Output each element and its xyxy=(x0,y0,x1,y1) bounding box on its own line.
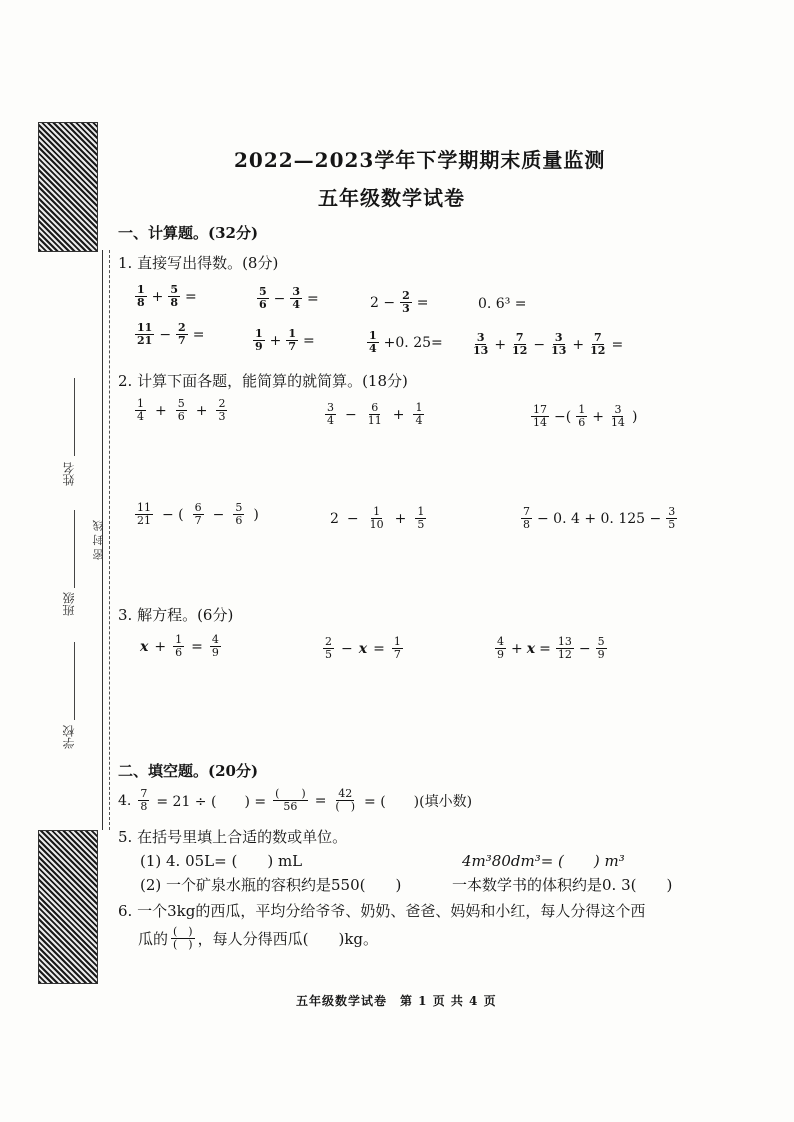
q2-expr-3: 17 14 −( 1 6 + $\frac{3}{14}$ ) xyxy=(533,403,638,429)
q3-title: 3. 解方程。(6分) xyxy=(118,606,234,624)
q1-item-3: 2 − $\frac{2}{3}$ = xyxy=(370,289,429,315)
q2-title: 2. 计算下面各题，能简算的就简算。(18分) xyxy=(118,372,408,390)
q1-item-7: 1 4 +0. 25= xyxy=(369,329,443,355)
q1-title: 1. 直接写出得数。(8分) xyxy=(118,254,279,272)
q5-line1-left: (1) 4. 05L= ( ) mL xyxy=(140,852,303,870)
q5-line1-right: 4m³80dm³= ( ) m³ xyxy=(462,852,625,870)
name-label: 姓名 xyxy=(62,462,76,486)
q3-eq-3: 4 9 + x = $\frac{13}{12}$ − $\frac{5}{9}$ xyxy=(497,635,605,661)
q2-expr-6: 7 8 − 0. 4 + 0. 125 − $\frac{3}{5}$ xyxy=(523,505,676,531)
q3-eq-2: 2 5 − x = $\frac{1}{7}$ xyxy=(325,635,401,661)
q1-item-5: 11 21 − $\frac{2}{7}$ = xyxy=(137,321,205,347)
binding-dashed-line xyxy=(109,250,110,830)
section1-heading: 一、计算题。(32分) xyxy=(118,224,259,242)
section2-heading: 二、填空题。(20分) xyxy=(118,762,259,780)
school-label: 学校 xyxy=(62,725,76,749)
q2-expr-1: 1 4 + $\frac{5}{6}$ + $\frac{2}{3}$ xyxy=(137,397,226,423)
q2-expr-2: 3 4 − $\frac{6}{11}$ + $\frac{1}{4}$ xyxy=(327,401,423,427)
bottom-hatch-block xyxy=(38,830,98,984)
class-label: 班级 xyxy=(62,592,76,616)
q1-item-2: 5 6 − $\frac{3}{4}$ = xyxy=(259,285,319,311)
q5-title: 5. 在括号里填上合适的数或单位。 xyxy=(118,828,348,846)
seal-line-label: 密 封 线 xyxy=(92,520,105,560)
q4-line: 4. $\frac{7}{8}$ = 21 ÷ ( ) = ( ) 56 = 42 ( ) = ( )(填小数) xyxy=(118,787,473,813)
exam-subtitle: 五年级数学试卷 xyxy=(318,186,465,210)
q5-line2-left: (2) 一个矿泉水瓶的容积约是550( ) xyxy=(140,876,402,894)
q1-item-8: 3 13 + $\frac{7}{12}$ − $\frac{3}{13}$ + $\frac{7}{12}$ = xyxy=(473,331,624,357)
name-underline xyxy=(74,378,75,456)
q1-item-4: 0. 6³ = xyxy=(478,296,527,312)
q1-item-1: 1 8 + $\frac{5}{8}$ = xyxy=(137,283,197,309)
exam-title: 2022—2023学年下学期期末质量监测 xyxy=(234,148,606,172)
q2-expr-5: 2 − $\frac{1}{10}$ + $\frac{1}{5}$ xyxy=(330,505,425,531)
q6-line1: 6. 一个3kg的西瓜，平均分给爷爷、奶奶、爸爸、妈妈和小红，每人分得这个西 xyxy=(118,902,646,920)
top-hatch-block xyxy=(38,122,98,252)
q5-line2-right: 一本数学书的体积约是0. 3( ) xyxy=(452,876,673,894)
q6-line2: 瓜的 ( ) ( ) ，每人分得西瓜( )kg。 xyxy=(138,925,379,951)
page-footer: 五年级数学试卷 第 1 页 共 4 页 xyxy=(296,994,497,1008)
q2-expr-4: 11 21 − ( 6 7 − $\frac{5}{6}$ ) xyxy=(137,501,259,527)
q3-eq-1: x + $\frac{1}{6}$ = $\frac{4}{9}$ xyxy=(140,633,219,659)
school-underline xyxy=(74,642,75,720)
class-underline xyxy=(74,510,75,588)
q1-item-6: 1 9 + $\frac{1}{7}$ = xyxy=(255,327,315,353)
